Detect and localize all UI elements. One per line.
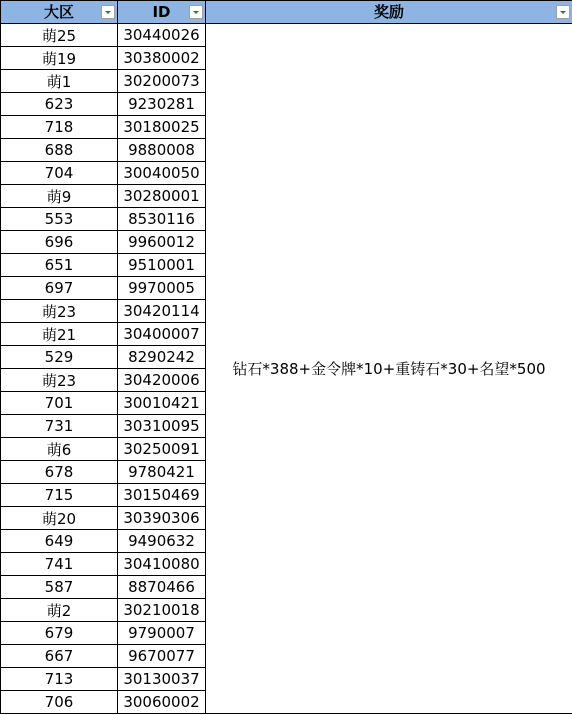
cell-region[interactable]: 741	[1, 553, 118, 576]
cell-reward-merged[interactable]: 钻石*388+金令牌*10+重铸石*30+名望*500	[206, 24, 572, 714]
cell-id[interactable]: 30280001	[118, 185, 206, 208]
cell-region[interactable]: 715	[1, 484, 118, 507]
cell-id[interactable]: 30410080	[118, 553, 206, 576]
id-filter-dropdown-icon[interactable]	[189, 5, 203, 19]
cell-id[interactable]: 9510001	[118, 254, 206, 277]
cell-region[interactable]: 萌23	[1, 369, 118, 392]
cell-region[interactable]: 706	[1, 691, 118, 714]
cell-region[interactable]: 704	[1, 162, 118, 185]
cell-region[interactable]: 萌9	[1, 185, 118, 208]
cell-region[interactable]: 萌21	[1, 323, 118, 346]
region-filter-dropdown-icon[interactable]	[101, 5, 115, 19]
cell-id[interactable]: 8290242	[118, 346, 206, 369]
cell-id[interactable]: 9880008	[118, 139, 206, 162]
cell-id[interactable]: 30310095	[118, 415, 206, 438]
cell-id[interactable]: 9230281	[118, 93, 206, 116]
cell-id[interactable]: 30040050	[118, 162, 206, 185]
cell-id[interactable]: 8530116	[118, 208, 206, 231]
cell-region[interactable]: 553	[1, 208, 118, 231]
cell-region[interactable]: 529	[1, 346, 118, 369]
cell-region[interactable]: 679	[1, 622, 118, 645]
cell-region[interactable]: 696	[1, 231, 118, 254]
cell-id[interactable]: 9780421	[118, 461, 206, 484]
cell-region[interactable]: 678	[1, 461, 118, 484]
cell-region[interactable]: 731	[1, 415, 118, 438]
reward-filter-dropdown-icon[interactable]	[556, 5, 570, 19]
cell-region[interactable]: 587	[1, 576, 118, 599]
header-region	[1, 1, 118, 24]
header-region-label: 大区	[43, 3, 74, 21]
cell-id[interactable]: 30440026	[118, 24, 206, 47]
cell-id[interactable]: 8870466	[118, 576, 206, 599]
cell-region[interactable]: 718	[1, 116, 118, 139]
header-row	[1, 1, 572, 24]
cell-id[interactable]: 30210018	[118, 599, 206, 622]
cell-region[interactable]: 萌20	[1, 507, 118, 530]
cell-id[interactable]: 30420006	[118, 369, 206, 392]
cell-region[interactable]: 萌19	[1, 47, 118, 70]
table-body	[1, 24, 572, 714]
cell-id[interactable]: 30400007	[118, 323, 206, 346]
table-row	[1, 24, 572, 47]
cell-region[interactable]: 713	[1, 668, 118, 691]
cell-id[interactable]: 30250091	[118, 438, 206, 461]
cell-region[interactable]: 697	[1, 277, 118, 300]
cell-region[interactable]: 651	[1, 254, 118, 277]
cell-region[interactable]: 701	[1, 392, 118, 415]
cell-id[interactable]: 30150469	[118, 484, 206, 507]
cell-id[interactable]: 9490632	[118, 530, 206, 553]
cell-region[interactable]: 萌25	[1, 24, 118, 47]
header-id-label: ID	[152, 3, 171, 21]
cell-id[interactable]: 30010421	[118, 392, 206, 415]
cell-id[interactable]: 30200073	[118, 70, 206, 93]
cell-region[interactable]: 688	[1, 139, 118, 162]
cell-id[interactable]: 30420114	[118, 300, 206, 323]
cell-region[interactable]: 萌1	[1, 70, 118, 93]
cell-id[interactable]: 9960012	[118, 231, 206, 254]
cell-id[interactable]: 9670077	[118, 645, 206, 668]
cell-id[interactable]: 30060002	[118, 691, 206, 714]
cell-id[interactable]: 9790007	[118, 622, 206, 645]
cell-id[interactable]: 30390306	[118, 507, 206, 530]
cell-region[interactable]: 623	[1, 93, 118, 116]
header-id	[118, 1, 206, 24]
cell-id[interactable]: 30130037	[118, 668, 206, 691]
cell-id[interactable]: 30380002	[118, 47, 206, 70]
cell-region[interactable]: 649	[1, 530, 118, 553]
cell-region[interactable]: 667	[1, 645, 118, 668]
cell-region[interactable]: 萌23	[1, 300, 118, 323]
cell-region[interactable]: 萌2	[1, 599, 118, 622]
cell-region[interactable]: 萌6	[1, 438, 118, 461]
header-reward-label: 奖励	[373, 3, 404, 21]
header-reward	[206, 1, 572, 24]
cell-id[interactable]: 30180025	[118, 116, 206, 139]
cell-id[interactable]: 9970005	[118, 277, 206, 300]
